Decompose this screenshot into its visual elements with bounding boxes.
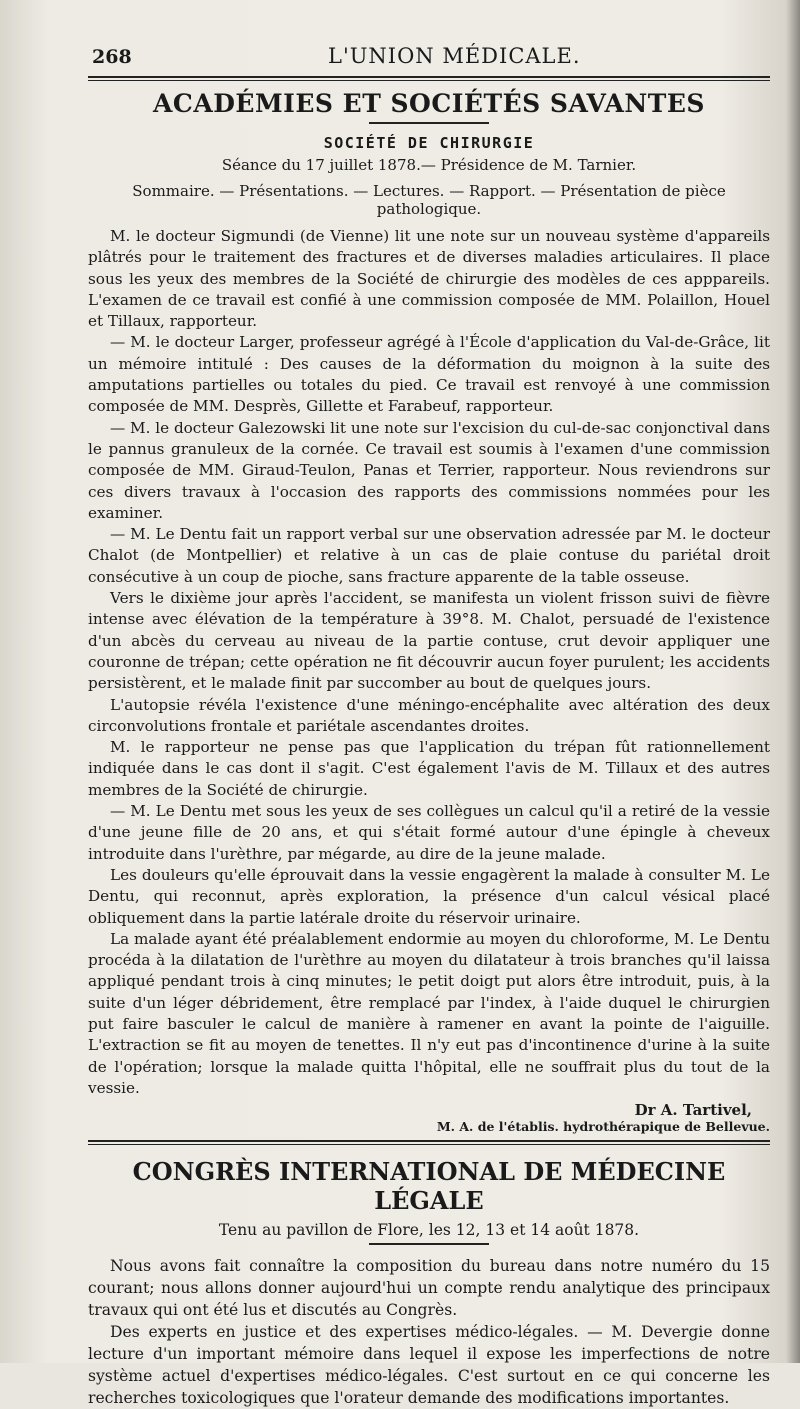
paragraph: — M. le docteur Galezowski lit une note sur l'excision du cul-de-sac conjonctival dans le pannus granuleux de la cornée. Ce travail est soumis à l'examen d'une commission composée de MM. Giraud-Teulon, Panas et Terrier, rapporteur. Nous reviendrons sur ces divers travaux à l'occasion des rapports des commissions nommées pour les examiner. (88, 418, 770, 522)
section-title-academies: ACADÉMIES ET SOCIÉTÉS SAVANTES (153, 89, 705, 118)
paragraph: La malade ayant été préalablement endormie au moyen du chloroforme, M. Le Dentu procéda à la dilatation de l'urèthre au moyen du dilatateur à trois branches qu'il laissa appliqué pendant trois à cinq minutes; le petit doigt put alors être introduit, puis, à la suite d'un léger débridement, être remplacé par l'index, à l'aide duquel le chirurgien put faire basculer le calcul de manière à ramener en avant la pointe de l'aiguille. L'extraction se fit au moyen de tenettes. Il n'y eut pas d'incontinence d'urine à la suite de l'opération; lorsque la malade quitta l'hôpital, elle ne souffrait plus du tout de la vessie. (88, 929, 770, 1097)
society-name: SOCIÉTÉ DE CHIRURGIE (323, 134, 535, 152)
paragraph: — M. le docteur Larger, professeur agrégé à l'École d'application du Val-de-Grâce, lit un mémoire intitulé : Des causes de la déformation du moignon à la suite des amputations partielles ou totales du pied. Ce travail est renvoyé à une commission composée de MM. Desprès, Gillette et Farabeuf, rapporteur. (88, 333, 770, 416)
header-rule (88, 76, 770, 81)
paragraph: Nous avons fait connaître la composition du bureau dans notre numéro du 15 courant; nous allons donner aujourd'hui un compte rendu analytique des principaux travaux qui ont été lus et discutés au Congrès. (88, 1257, 770, 1320)
paragraph: L'autopsie révéla l'existence d'une méningo-encéphalite avec altération des deux circonvolutions frontale et pariétale ascendantes droites. (88, 695, 770, 735)
congress-subtitle: Tenu au pavillon de Flore, les 12, 13 et 14 août 1878. (218, 1221, 640, 1240)
author-affiliation: M. A. de l'établis. hydrothérapique de Bellevue. (436, 1119, 770, 1135)
paragraph: Des experts en justice et des expertises médico-légales. — M. Devergie donne lecture d'un important mémoire dans lequel il expose les imperfections de notre système actuel d'expertises médico-légales. C'est surtout en ce qui concerne les recherches toxicologiques que l'orateur demande des modifications importantes. (88, 1323, 770, 1408)
paragraph: — M. Le Dentu fait un rapport verbal sur une observation adressée par M. le docteur Chalot (de Montpellier) et relative à un cas de plaie contuse du pariétal droit consécutive à un coup de pioche, sans fracture apparente de la table osseuse. (88, 525, 770, 586)
page-number: 268 (92, 46, 132, 68)
subtitle-underline (369, 1243, 489, 1245)
seance-line: Séance du 17 juillet 1878.— Présidence de M. Tarnier. (221, 156, 637, 174)
section1-body (88, 226, 770, 1099)
journal-title: L'UNION MÉDICALE. (328, 44, 581, 68)
author-signature: Dr A. Tartivel, (634, 1101, 752, 1120)
section-divider (88, 1140, 770, 1145)
title-underline (369, 122, 489, 124)
running-head (88, 42, 770, 72)
paragraph: M. le rapporteur ne pense pas que l'application du trépan fût rationnellement indiquée dans le cas dont il s'agit. C'est également l'avis de M. Tillaux et des autres membres de la Société de chirurgie. (88, 738, 770, 799)
summary-line: Sommaire. — Présentations. — Lectures. — Rapport. — Présentation de pièce pathologique. (132, 182, 726, 218)
section-title-congres: CONGRÈS INTERNATIONAL DE MÉDECINE LÉGALE (132, 1157, 726, 1216)
paragraph: — M. Le Dentu met sous les yeux de ses collègues un calcul qu'il a retiré de la vessie d'une jeune fille de 20 ans, et qui s'était formé autour d'une épingle à cheveux introduite dans l'urèthre, par mégarde, au dire de la jeune malade. (88, 802, 770, 863)
section2-body (88, 1255, 770, 1409)
paragraph: Vers le dixième jour après l'accident, se manifesta un violent frisson suivi de fièvre intense avec élévation de la température à 39°8. M. Chalot, persuadé de l'existence d'un abcès du cerveau au niveau de la partie contuse, crut devoir appliquer une couronne de trépan; cette opération ne fit découvrir aucun foyer purulent; les accidents persistèrent, et le malade finit par succomber au bout de quelques jours. (88, 589, 770, 693)
paragraph: Les douleurs qu'elle éprouvait dans la vessie engagèrent la malade à consulter M. Le Dentu, qui reconnut, après exploration, la présence d'un calcul vésical placé obliquement dans la partie latérale droite du réservoir urinaire. (88, 865, 770, 927)
paragraph: M. le docteur Sigmundi (de Vienne) lit une note sur un nouveau système d'appareils plâtrés pour le traitement des fractures et de diverses maladies articulaires. Il place sous les yeux des membres de la Société de chirurgie des modèles de ces apppareils. L'examen de ce travail est confié à une commission composée de MM. Polaillon, Houel et Tillaux, rapporteur. (88, 227, 770, 331)
